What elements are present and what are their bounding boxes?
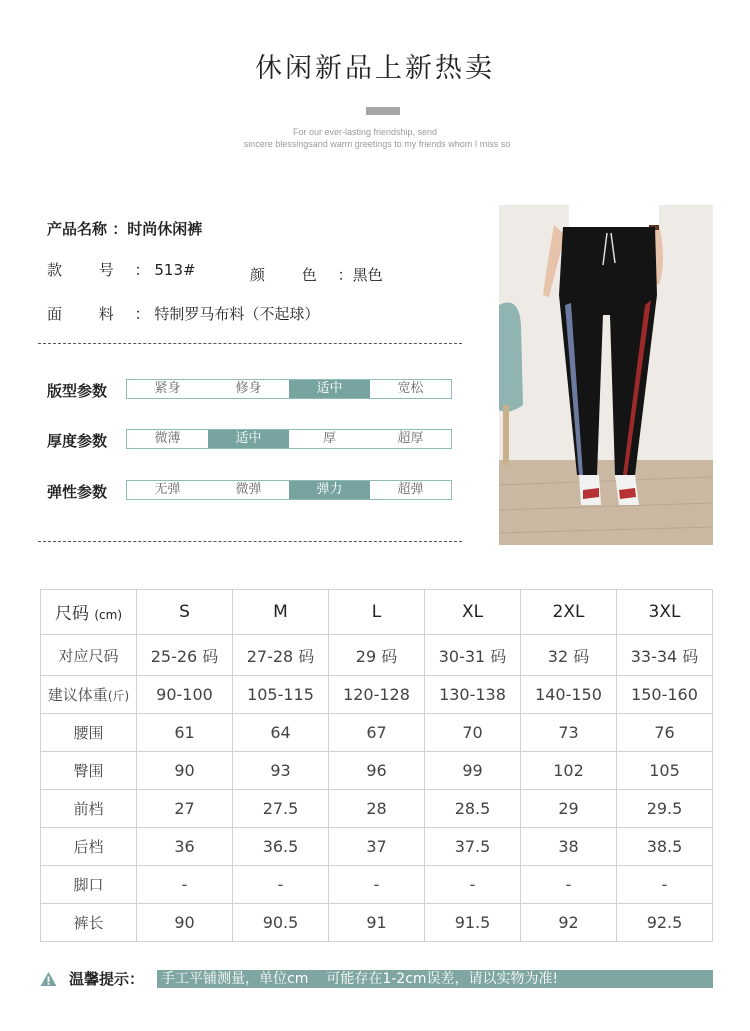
param-option: 微薄: [154, 431, 181, 446]
product-code-row: [47, 259, 196, 280]
title-divider: [366, 107, 400, 115]
row-label: 建议体重: [47, 686, 108, 705]
table-cell: 67: [329, 714, 425, 752]
notice-text-1: 手工平铺测量，单位cm: [161, 971, 309, 987]
row-label-cell: [41, 676, 137, 714]
table-cell: 105-115: [233, 676, 329, 714]
notice-message-bar: [157, 970, 713, 988]
table-cell: 38: [521, 828, 617, 866]
row-label: 对应尺码: [41, 634, 137, 675]
table-cell: -: [329, 866, 425, 904]
table-cell: 70: [425, 714, 521, 752]
product-color-row: [250, 264, 383, 285]
product-photo: [499, 205, 713, 545]
param-option: 紧身: [154, 381, 181, 396]
table-row: [41, 828, 713, 866]
product-code-value: 513#: [154, 261, 196, 279]
product-fabric-value: 特制罗马布料（不起球）: [154, 305, 320, 323]
param-option-selected: 适中: [208, 430, 289, 448]
table-cell: 91: [329, 903, 425, 941]
table-cell: 27.5: [233, 790, 329, 828]
product-fabric-row: [47, 303, 319, 324]
table-cell: 61: [137, 714, 233, 752]
product-fabric-label: 面 料: [47, 305, 130, 323]
size-table: [40, 589, 713, 942]
product-name-value: 时尚休闲裤: [127, 220, 203, 238]
notice-text: [161, 970, 576, 988]
row-label-unit: (斤): [107, 689, 130, 704]
table-cell: 90: [137, 752, 233, 790]
table-cell: 96: [329, 752, 425, 790]
table-cell: 36: [137, 828, 233, 866]
table-cell: 130-138: [425, 676, 521, 714]
model-illustration: [499, 205, 713, 545]
size-header: 3XL: [617, 590, 713, 635]
size-corner-unit: (cm): [94, 608, 123, 623]
param-option: 无弹: [154, 482, 181, 497]
param-option-selected: 适中: [289, 380, 370, 398]
table-cell: 30-31 码: [425, 634, 521, 675]
table-row: [41, 676, 713, 714]
table-cell: 92.5: [617, 903, 713, 941]
row-label: 裤长: [41, 903, 137, 941]
elasticity-param-scale: [126, 480, 452, 500]
thickness-param-label: 厚度参数: [47, 432, 108, 450]
size-corner-label: 尺码: [54, 604, 89, 625]
row-label: 后档: [41, 828, 137, 866]
table-row: [41, 866, 713, 904]
table-cell: 64: [233, 714, 329, 752]
elasticity-param-label: 弹性参数: [47, 483, 108, 501]
table-cell: 28: [329, 790, 425, 828]
table-cell: 76: [617, 714, 713, 752]
page-title: 休闲新品上新热卖: [255, 53, 495, 84]
table-cell: 29: [521, 790, 617, 828]
table-cell: 92: [521, 903, 617, 941]
table-row: [41, 714, 713, 752]
table-cell: 37.5: [425, 828, 521, 866]
param-option-selected: 弹力: [289, 481, 370, 499]
row-label: 臀围: [41, 752, 137, 790]
table-cell: 29.5: [617, 790, 713, 828]
table-cell: -: [521, 866, 617, 904]
size-header: L: [329, 590, 425, 635]
product-color-colon: ：: [337, 266, 353, 284]
row-label: 前档: [41, 790, 137, 828]
product-color-value: 黑色: [352, 266, 383, 284]
size-header: M: [233, 590, 329, 635]
table-cell: 25-26 码: [137, 634, 233, 675]
table-cell: -: [137, 866, 233, 904]
table-cell: 120-128: [329, 676, 425, 714]
table-row: [41, 790, 713, 828]
param-option: 超厚: [397, 431, 424, 446]
table-cell: 27-28 码: [233, 634, 329, 675]
table-cell: 90.5: [233, 903, 329, 941]
row-label: 腰围: [41, 714, 137, 752]
param-option: 厚: [322, 431, 336, 446]
param-option: 超弹: [397, 482, 424, 497]
param-option: 修身: [235, 381, 262, 396]
size-corner-cell: [41, 590, 137, 635]
table-cell: 29 码: [329, 634, 425, 675]
param-option: 宽松: [397, 381, 424, 396]
size-header: XL: [425, 590, 521, 635]
table-row: [41, 634, 713, 675]
product-name-label: 产品名称 ：: [47, 220, 128, 238]
table-cell: 37: [329, 828, 425, 866]
product-code-colon: ：: [134, 261, 150, 279]
table-cell: 38.5: [617, 828, 713, 866]
table-cell: -: [233, 866, 329, 904]
table-cell: 27: [137, 790, 233, 828]
row-label: 脚口: [41, 866, 137, 904]
warning-icon: [40, 971, 57, 987]
table-cell: 150-160: [617, 676, 713, 714]
table-cell: 93: [233, 752, 329, 790]
table-cell: 33-34 码: [617, 634, 713, 675]
table-cell: -: [425, 866, 521, 904]
notice-label: 温馨提示：: [69, 970, 145, 988]
table-cell: 90-100: [137, 676, 233, 714]
table-cell: -: [617, 866, 713, 904]
table-cell: 91.5: [425, 903, 521, 941]
table-cell: 99: [425, 752, 521, 790]
tagline-line-1: For our ever-lasting friendship, send: [292, 127, 438, 137]
fit-param-scale: [126, 379, 452, 399]
table-row: [41, 752, 713, 790]
table-cell: 36.5: [233, 828, 329, 866]
tagline-line-2: sincere blessingsand warm greetings to my friends whom I miss so: [243, 139, 511, 149]
table-cell: 73: [521, 714, 617, 752]
table-cell: 90: [137, 903, 233, 941]
notice-text-2: 可能存在1-2cm误差，请以实物为准!: [326, 971, 559, 987]
table-cell: 102: [521, 752, 617, 790]
dashed-divider: [38, 541, 462, 542]
fit-param-label: 版型参数: [47, 382, 108, 400]
table-header-row: [41, 590, 713, 635]
product-code-label: 款 号: [47, 261, 130, 279]
table-cell: 28.5: [425, 790, 521, 828]
notice-bar: [40, 969, 713, 989]
thickness-param-scale: [126, 429, 452, 449]
table-cell: 140-150: [521, 676, 617, 714]
dashed-divider: [38, 343, 462, 344]
size-header: S: [137, 590, 233, 635]
product-fabric-colon: ：: [134, 305, 150, 323]
product-name-row: [47, 218, 202, 239]
param-option: 微弹: [235, 482, 262, 497]
product-color-label: 颜 色: [250, 266, 333, 284]
table-row: [41, 903, 713, 941]
size-header: 2XL: [521, 590, 617, 635]
table-cell: 105: [617, 752, 713, 790]
table-cell: 32 码: [521, 634, 617, 675]
